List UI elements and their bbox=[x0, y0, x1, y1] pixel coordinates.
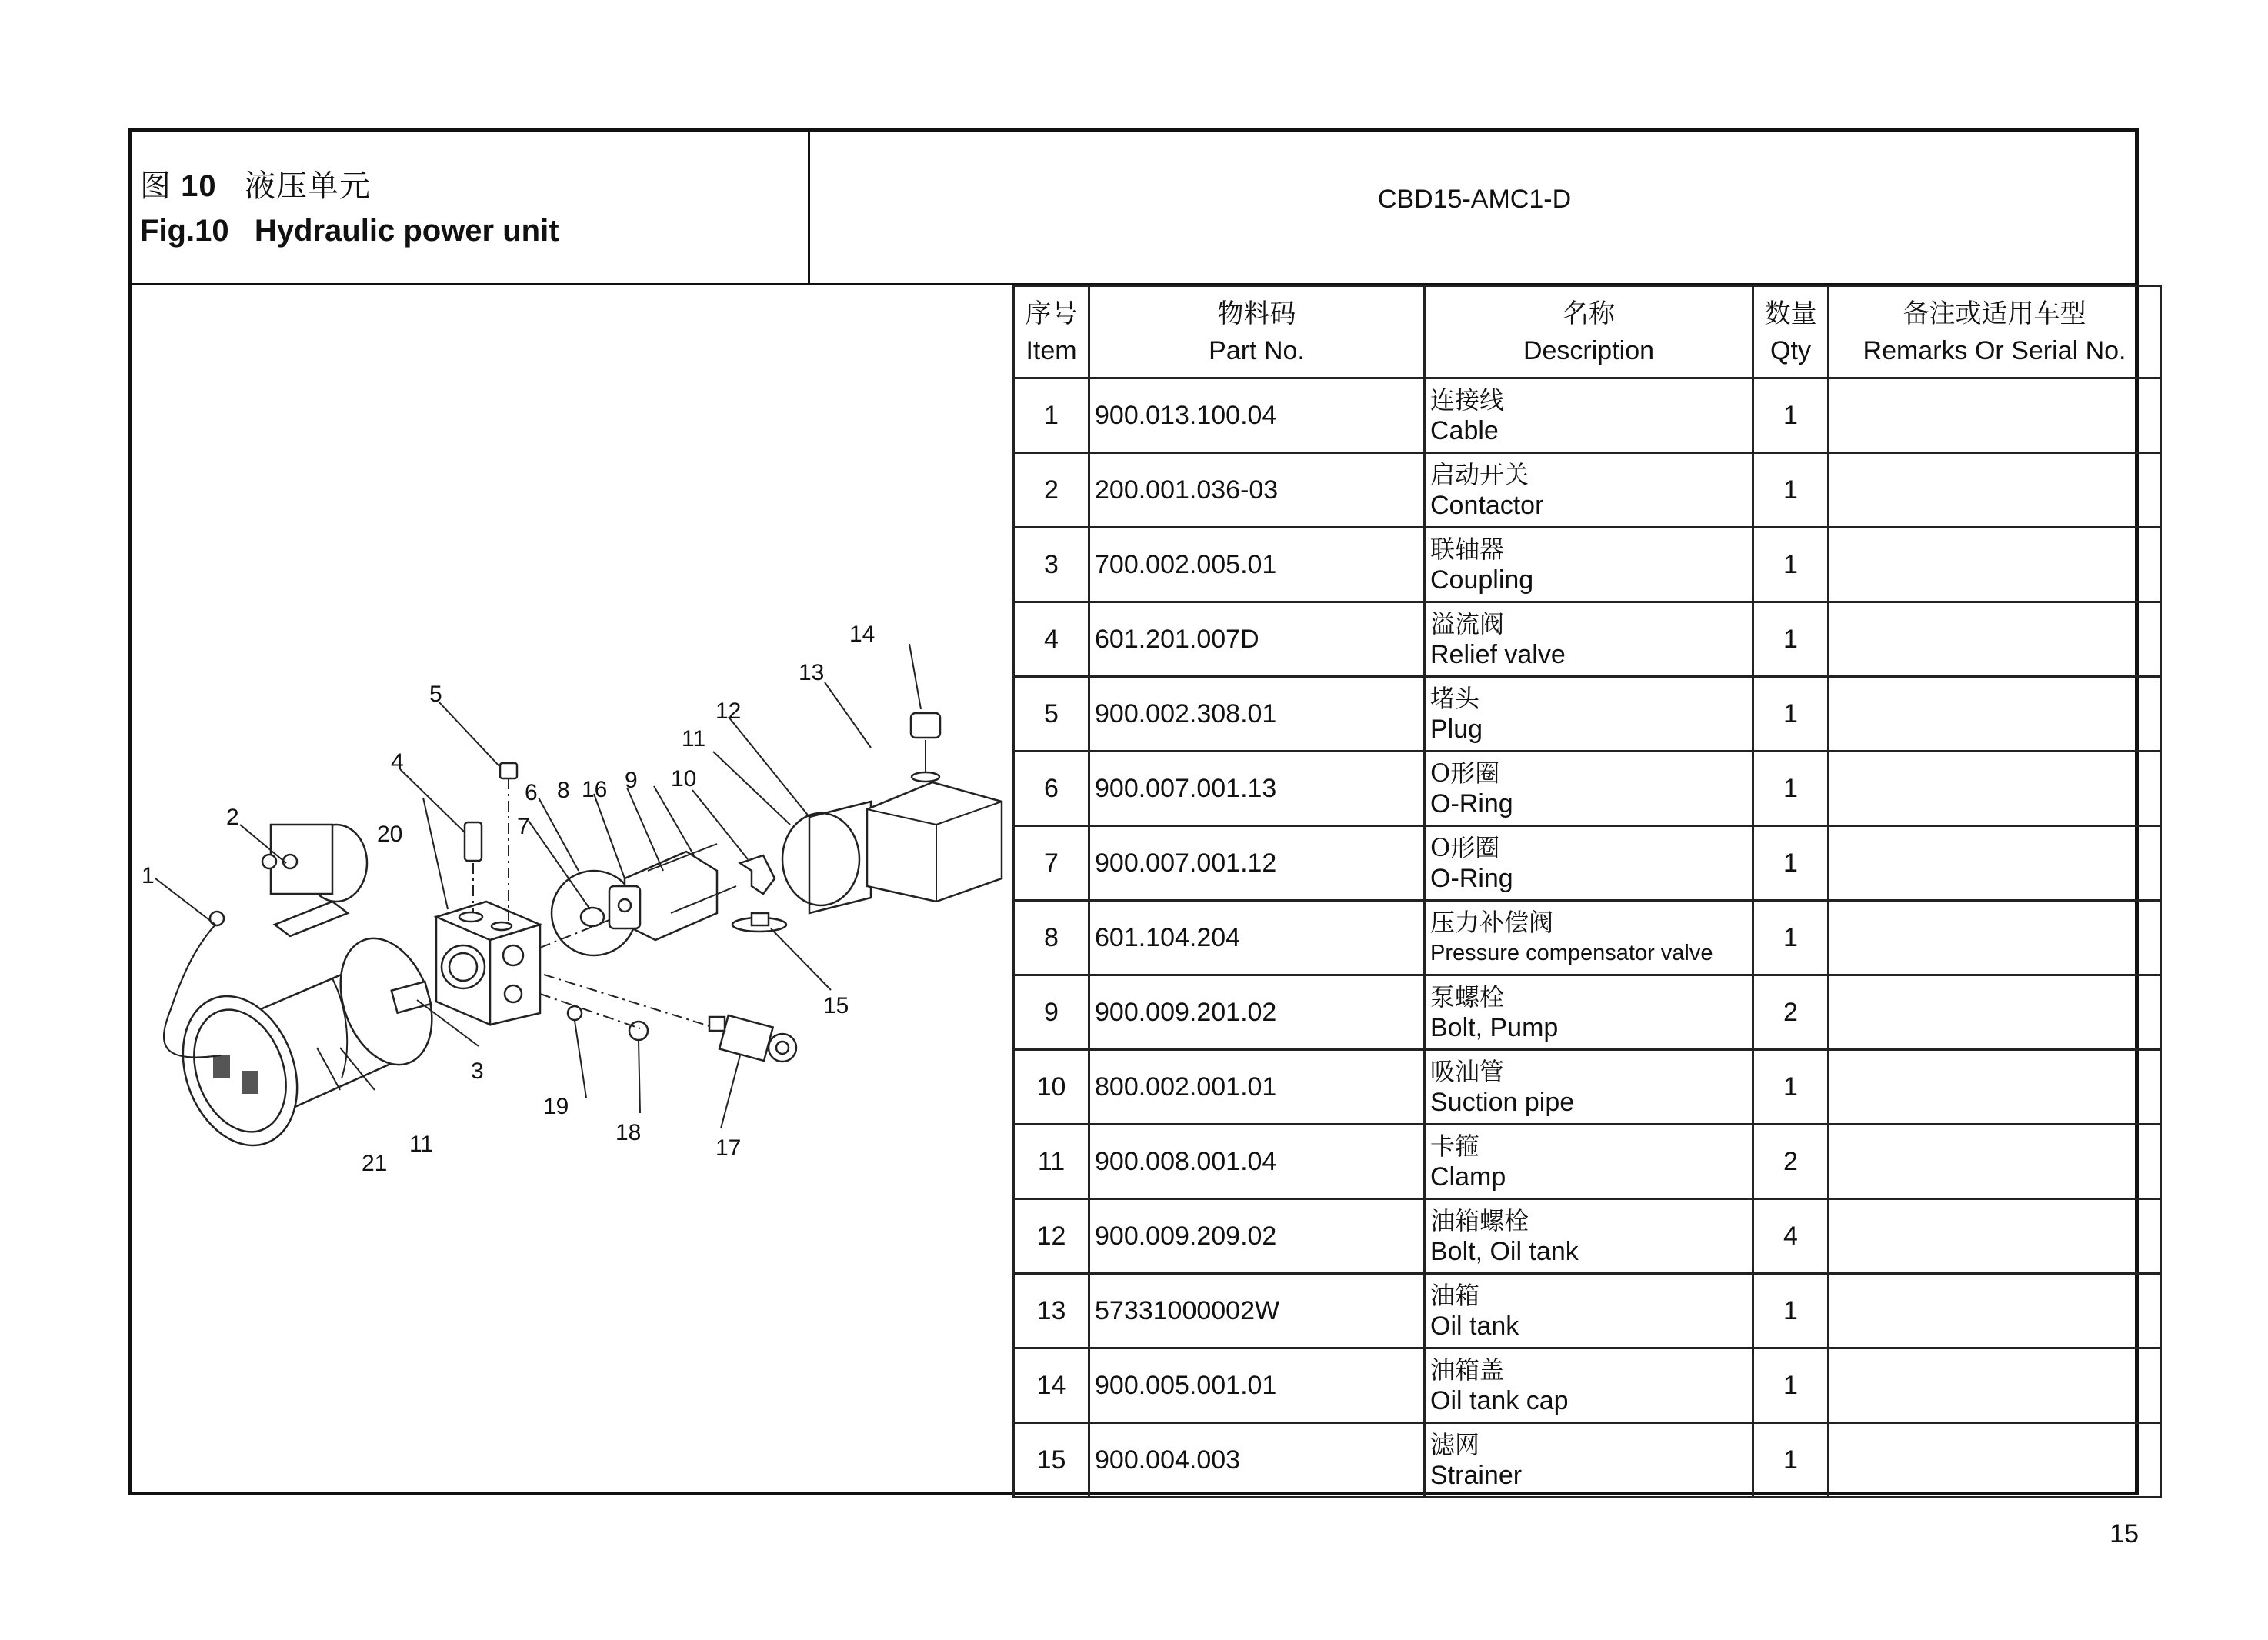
contactor-icon bbox=[262, 825, 367, 936]
svg-text:11: 11 bbox=[682, 726, 706, 752]
svg-text:11: 11 bbox=[409, 1132, 434, 1157]
table-row: 13 57331000002W 油箱 Oil tank 1 bbox=[1014, 1274, 2161, 1348]
table-row: 10 800.002.001.01 吸油管 Suction pipe 1 bbox=[1014, 1050, 2161, 1125]
svg-text:5: 5 bbox=[429, 682, 442, 707]
model-number: CBD15-AMC1-D bbox=[1377, 185, 1572, 214]
table-row: 4 601.201.007D 溢流阀 Relief valve 1 bbox=[1014, 602, 2161, 677]
table-row: 8 601.104.204 压力补偿阀 Pressure compensator valve 1 bbox=[1014, 901, 2161, 975]
svg-text:13: 13 bbox=[799, 660, 825, 685]
table-row: 11 900.008.001.04 卡箍 Clamp 2 bbox=[1014, 1125, 2161, 1199]
table-row: 12 900.009.209.02 油箱螺栓 Bolt, Oil tank 4 bbox=[1014, 1199, 2161, 1274]
figure-number: 10 bbox=[181, 169, 217, 203]
page-number: 15 bbox=[2110, 1519, 2139, 1548]
col-header-item: 序号 Item bbox=[1014, 286, 1089, 378]
exploded-diagram bbox=[132, 286, 1011, 1492]
col-header-remarks: 备注或适用车型 Remarks Or Serial No. bbox=[1829, 286, 2161, 378]
svg-text:4: 4 bbox=[391, 749, 404, 775]
oil-tank-icon bbox=[867, 782, 1002, 902]
svg-text:9: 9 bbox=[625, 768, 638, 793]
table-row: 2 200.001.036-03 启动开关 Contactor 1 bbox=[1014, 453, 2161, 528]
svg-text:12: 12 bbox=[715, 698, 742, 724]
table-row: 9 900.009.201.02 泵螺栓 Bolt, Pump 2 bbox=[1014, 975, 2161, 1050]
svg-text:7: 7 bbox=[517, 814, 530, 839]
svg-text:6: 6 bbox=[525, 780, 538, 805]
svg-text:1: 1 bbox=[142, 863, 155, 888]
parts-table bbox=[1012, 285, 2162, 1498]
svg-text:16: 16 bbox=[582, 777, 608, 802]
svg-text:15: 15 bbox=[823, 993, 849, 1018]
figure-prefix: 图 bbox=[140, 169, 172, 203]
svg-text:8: 8 bbox=[557, 778, 570, 803]
svg-text:21: 21 bbox=[362, 1151, 388, 1176]
col-header-description: 名称 Description bbox=[1425, 286, 1753, 378]
svg-text:10: 10 bbox=[671, 766, 697, 792]
svg-text:3: 3 bbox=[471, 1058, 484, 1084]
table-row: 15 900.004.003 滤网 Strainer 1 bbox=[1014, 1423, 2161, 1498]
figure-title-cn bbox=[140, 162, 371, 205]
table-row: 3 700.002.005.01 联轴器 Coupling 1 bbox=[1014, 528, 2161, 602]
col-header-part-no: 物料码 Part No. bbox=[1089, 286, 1425, 378]
table-row: 6 900.007.001.13 O形圈 O-Ring 1 bbox=[1014, 752, 2161, 826]
svg-text:19: 19 bbox=[543, 1094, 569, 1119]
col-header-qty: 数量 Qty bbox=[1753, 286, 1829, 378]
svg-text:20: 20 bbox=[377, 822, 403, 847]
table-header-row bbox=[1014, 286, 2161, 378]
svg-text:14: 14 bbox=[849, 622, 876, 647]
table-row: 14 900.005.001.01 油箱盖 Oil tank cap 1 bbox=[1014, 1348, 2161, 1423]
table-row: 5 900.002.308.01 堵头 Plug 1 bbox=[1014, 677, 2161, 752]
solenoid-valve-icon bbox=[709, 1015, 796, 1062]
manifold-block-icon bbox=[436, 902, 540, 1025]
svg-text:18: 18 bbox=[615, 1120, 642, 1145]
motor-icon bbox=[163, 925, 449, 1162]
figure-title-en: Fig.10 Hydraulic power unit bbox=[140, 214, 559, 248]
table-row: 7 900.007.001.12 O形圈 O-Ring 1 bbox=[1014, 826, 2161, 901]
table-row: 1 900.013.100.04 连接线 Cable 1 bbox=[1014, 378, 2161, 453]
svg-text:2: 2 bbox=[226, 805, 239, 830]
svg-text:17: 17 bbox=[715, 1135, 742, 1161]
pump-icon bbox=[609, 844, 736, 940]
title-cn: 液压单元 bbox=[244, 169, 371, 203]
